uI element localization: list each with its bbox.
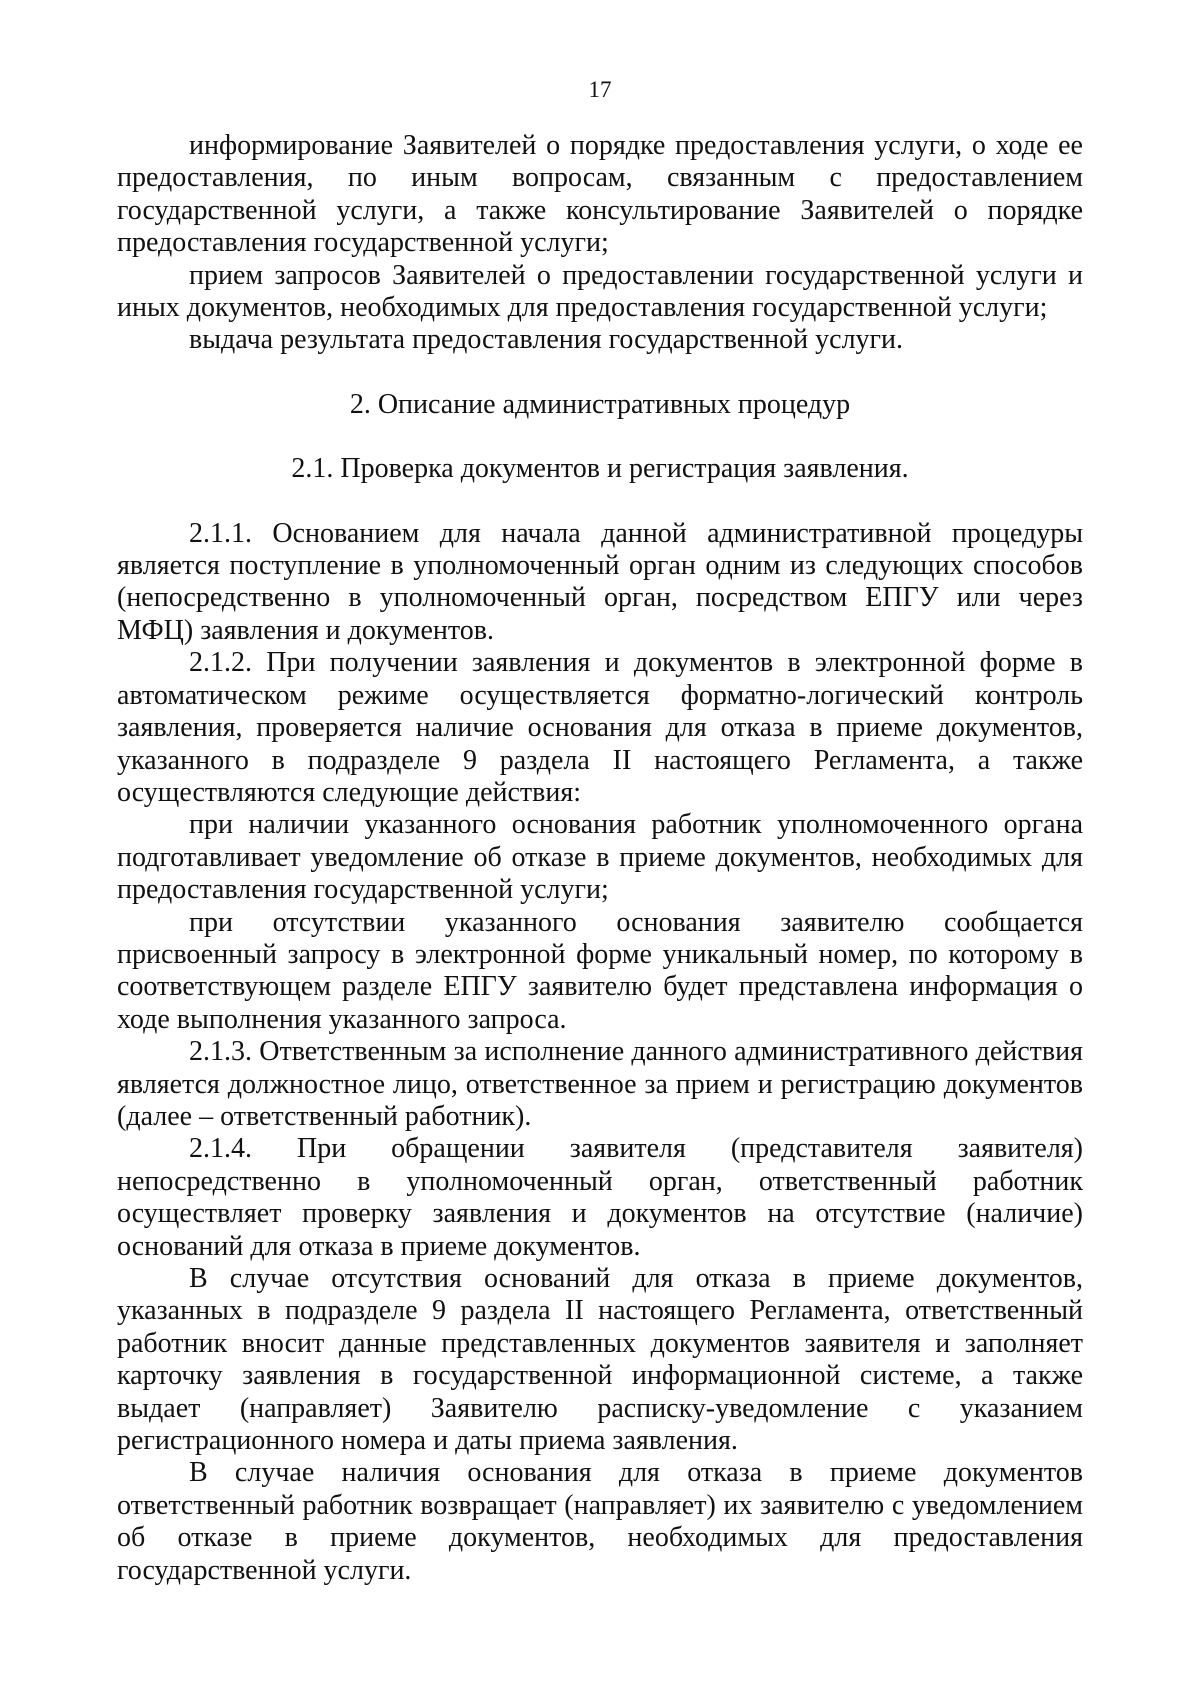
paragraph-2-1-1: 2.1.1. Основанием для начала данной административной процедуры является поступление в уполномоченный орган одним из следующих способов (непосредственно в уполномоченный орган, посредством ЕПГУ или через МФЦ) заявления и документов. <box>117 517 1083 646</box>
subsection-heading: 2.1. Проверка документов и регистрация заявления. <box>291 453 909 485</box>
spacer <box>117 357 1083 389</box>
paragraph-2-1-3: 2.1.3. Ответственным за исполнение данного административного действия является должностное лицо, ответственное за прием и регистрацию документов (далее – ответственный работник). <box>117 1036 1083 1132</box>
paragraph-informing: информирование Заявителей о порядке предоставления услуги, о ходе ее предоставления, по иным вопросам, связанным с предоставлением государственной услуги, а также консультирование Заявителей о порядке предоставления государственной услуги; <box>117 130 1083 259</box>
spacer <box>117 421 1083 453</box>
paragraph-refusal-grounds: В случае наличия основания для отказа в приеме документов ответственный работник возвращает (направляет) их заявителю с уведомлением об отказе в приеме документов, необходимых для предоставления государственной услуги. <box>117 1457 1083 1586</box>
paragraph-2-1-4: 2.1.4. При обращении заявителя (представителя заявителя) непосредственно в уполномоченный орган, ответственный работник осуществляет проверку заявления и документов на отсутствие (наличие) оснований для отказа в приеме документов. <box>117 1133 1083 1262</box>
paragraph-2-1-2: 2.1.2. При получении заявления и документов в электронной форме в автоматическом режиме осуществляется форматно-логический контроль заявления, проверяется наличие основания для отказа в приеме документов, указанного в подразделе 9 раздела II настоящего Регламента, а также осуществляются следующие действия: <box>117 647 1083 808</box>
paragraph-receiving-requests: прием запросов Заявителей о предоставлении государственной услуги и иных документов, необходимых для предоставления государственной услуги; <box>117 259 1083 324</box>
paragraph-refusal-ground-present: при наличии указанного основания работник уполномоченного органа подготавливает уведомление об отказе в приеме документов, необходимых для предоставления государственной услуги; <box>117 809 1083 906</box>
document-body <box>117 130 1083 1587</box>
paragraph-issuing-result: выдача результата предоставления государственной услуги. <box>189 324 904 356</box>
paragraph-refusal-ground-absent: при отсутствии указанного основания заявителю сообщается присвоенный запросу в электронной форме уникальный номер, по которому в соответствующем разделе ЕПГУ заявителю будет представлена информация о ходе выполнения указанного запроса. <box>117 906 1083 1035</box>
paragraph-no-refusal-grounds: В случае отсутствия оснований для отказа в приеме документов, указанных в подразделе 9 раздела II настоящего Регламента, ответственный работник вносит данные представленных документов заявителя и заполняет карточку заявления в государственной информационной системе, а также выдает (направляет) Заявителю расписку-уведомление с указанием регистрационного номера и даты приема заявления. <box>117 1263 1083 1457</box>
spacer <box>117 486 1083 518</box>
section-heading: 2. Описание административных процедур <box>349 388 851 420</box>
page-number: 17 <box>588 77 612 102</box>
